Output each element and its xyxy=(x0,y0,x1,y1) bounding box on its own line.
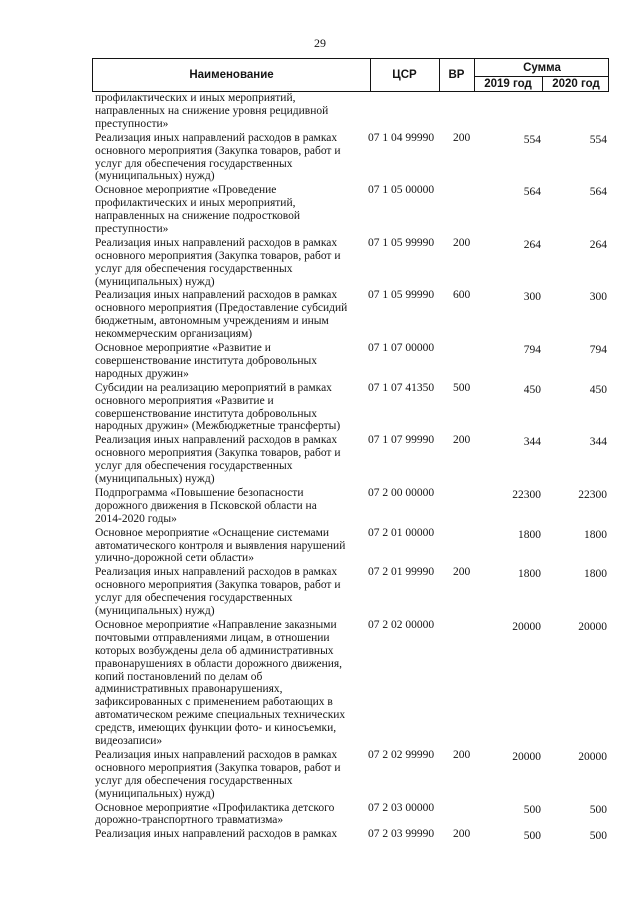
header-2020: 2020 год xyxy=(552,77,600,90)
row-vr: 200 xyxy=(453,236,471,249)
row-name-line: услуг для обеспечения государственных xyxy=(95,592,293,605)
row-name-line: копий постановлений по делам об xyxy=(95,670,263,683)
row-csr: 07 2 02 99990 xyxy=(368,748,435,761)
row-sum-2020: 20000 xyxy=(578,620,607,633)
row-name-line: основного мероприятия (Закупка товаров, работ и xyxy=(95,579,341,592)
header-sum: Сумма xyxy=(523,61,561,74)
row-name-line: Основное мероприятие «Оснащение системами xyxy=(95,526,330,539)
row-name-line: основного мероприятия «Развитие и xyxy=(95,394,274,407)
row-name-line: услуг для обеспечения государственных xyxy=(95,262,293,275)
row-sum-2020: 794 xyxy=(589,344,607,357)
row-sum-2020: 344 xyxy=(589,436,607,449)
row-sum-2019: 500 xyxy=(523,803,541,816)
table-row xyxy=(0,92,640,132)
header-name: Наименование xyxy=(189,69,274,81)
table-row xyxy=(0,342,640,382)
row-vr: 200 xyxy=(453,828,471,841)
row-name-line: основного мероприятия (Закупка товаров, работ и xyxy=(95,761,341,774)
row-name-line: услуг для обеспечения государственных xyxy=(95,157,293,170)
row-name-line: Основное мероприятие «Направление заказными xyxy=(95,618,337,631)
row-sum-2019: 1800 xyxy=(518,568,541,581)
row-csr: 07 2 01 99990 xyxy=(368,566,435,579)
row-name-line: которых возбуждены дела об административных xyxy=(95,644,334,657)
row-name-line: некоммерческим организациям) xyxy=(95,328,253,341)
row-sum-2020: 564 xyxy=(589,186,607,199)
row-name-line: почтовыми отправлениями лицам, в отношении xyxy=(95,631,330,644)
row-sum-2019: 554 xyxy=(523,133,541,146)
header-csr: ЦСР xyxy=(392,69,417,81)
row-name-line: преступности» xyxy=(95,117,169,130)
row-vr: 200 xyxy=(453,748,471,761)
row-name-line: 2014-2020 годы» xyxy=(95,512,177,525)
row-name-line: зафиксированных с применением работающих в xyxy=(95,696,333,709)
row-csr: 07 2 01 00000 xyxy=(368,526,435,539)
row-sum-2019: 22300 xyxy=(512,488,541,501)
row-name xyxy=(95,434,357,486)
row-name-line: основного мероприятия (Предоставление субсидий xyxy=(95,302,348,315)
row-name xyxy=(95,619,357,748)
row-name-line: основного мероприятия (Закупка товаров, работ и xyxy=(95,144,341,157)
row-name xyxy=(95,342,357,381)
row-sum-2019: 264 xyxy=(523,238,541,251)
row-name-line: правонарушениях в области дорожного движения, xyxy=(95,657,343,670)
row-sum-2020: 500 xyxy=(589,830,607,843)
row-name xyxy=(95,487,357,526)
row-name-line: (муниципальных) нужд) xyxy=(95,605,215,618)
table-row xyxy=(0,289,640,342)
row-name-line: Реализация иных направлений расходов в рамках xyxy=(95,434,338,447)
row-name-line: народных дружин» xyxy=(95,367,189,380)
row-vr: 200 xyxy=(453,434,471,447)
row-vr: 200 xyxy=(453,566,471,579)
row-name-line: автоматическом режиме специальных технических xyxy=(95,709,346,722)
row-name xyxy=(95,828,357,841)
table-row xyxy=(0,382,640,435)
row-sum-2019: 450 xyxy=(523,383,541,396)
row-sum-2019: 300 xyxy=(523,291,541,304)
row-csr: 07 2 02 00000 xyxy=(368,618,435,631)
row-sum-2019: 500 xyxy=(523,830,541,843)
row-sum-2019: 20000 xyxy=(512,750,541,763)
row-name xyxy=(95,132,357,184)
table-row xyxy=(0,527,640,567)
row-sum-2020: 554 xyxy=(589,133,607,146)
row-csr: 07 2 03 99990 xyxy=(368,828,435,841)
table-row xyxy=(0,802,640,829)
row-name-line: улично-дорожной сети области» xyxy=(95,552,254,565)
table-row xyxy=(0,619,640,749)
row-name-line: основного мероприятия (Закупка товаров, работ и xyxy=(95,249,341,262)
row-sum-2020: 264 xyxy=(589,238,607,251)
row-name xyxy=(95,566,357,618)
row-name xyxy=(95,382,357,434)
row-name-line: Реализация иных направлений расходов в рамках xyxy=(95,289,338,302)
table-row xyxy=(0,487,640,527)
row-name-line: Основное мероприятие «Профилактика детского xyxy=(95,801,335,814)
row-name-line: Подпрограмма «Повышение безопасности xyxy=(95,486,304,499)
row-sum-2020: 20000 xyxy=(578,750,607,763)
row-name-line: Субсидии на реализацию мероприятий в рамках xyxy=(95,381,332,394)
row-name-line: Реализация иных направлений расходов в рамках xyxy=(95,748,338,761)
row-name xyxy=(95,289,357,341)
row-name-line: (муниципальных) нужд) xyxy=(95,473,215,486)
row-name-line: направленных на снижение подростковой xyxy=(95,210,300,223)
row-name-line: дорожно-транспортного травматизма» xyxy=(95,814,284,827)
row-sum-2020: 300 xyxy=(589,291,607,304)
row-name-line: Реализация иных направлений расходов в рамках xyxy=(95,236,338,249)
row-vr: 500 xyxy=(453,381,471,394)
row-sum-2020: 1800 xyxy=(584,528,607,541)
row-vr: 200 xyxy=(453,131,471,144)
row-csr: 07 1 07 41350 xyxy=(368,381,435,394)
row-sum-2020: 22300 xyxy=(578,488,607,501)
table-row xyxy=(0,828,640,842)
row-name-line: народных дружин» (Межбюджетные трансферты) xyxy=(95,420,341,433)
row-sum-2019: 1800 xyxy=(518,528,541,541)
table-row xyxy=(0,434,640,487)
row-name-line: видеозаписи» xyxy=(95,735,163,748)
row-name-line: Основное мероприятие «Проведение xyxy=(95,184,277,197)
row-name-line: (муниципальных) нужд) xyxy=(95,275,215,288)
row-vr: 600 xyxy=(453,289,471,302)
row-name-line: услуг для обеспечения государственных xyxy=(95,774,293,787)
row-name-line: совершенствование института добровольных xyxy=(95,407,317,420)
row-name-line: (муниципальных) нужд) xyxy=(95,787,215,800)
row-name xyxy=(95,749,357,801)
row-csr: 07 1 04 99990 xyxy=(368,131,435,144)
row-name xyxy=(95,527,357,566)
table-row xyxy=(0,566,640,619)
row-sum-2019: 344 xyxy=(523,436,541,449)
row-csr: 07 1 05 99990 xyxy=(368,236,435,249)
row-name-line: Реализация иных направлений расходов в рамках xyxy=(95,828,338,841)
row-name-line: Реализация иных направлений расходов в рамках xyxy=(95,131,338,144)
table-row xyxy=(0,184,640,237)
row-sum-2019: 794 xyxy=(523,344,541,357)
row-name-line: совершенствование института добровольных xyxy=(95,354,317,367)
row-name-line: профилактических и иных мероприятий, xyxy=(95,92,296,104)
row-csr: 07 2 00 00000 xyxy=(368,486,435,499)
row-csr: 07 1 07 00000 xyxy=(368,342,435,355)
row-sum-2019: 20000 xyxy=(512,620,541,633)
row-name-line: преступности» xyxy=(95,223,169,235)
row-csr: 07 1 05 99990 xyxy=(368,289,435,302)
row-sum-2020: 500 xyxy=(589,803,607,816)
table-header xyxy=(92,58,609,92)
row-csr: 07 2 03 00000 xyxy=(368,801,435,814)
row-name-line: профилактических и иных мероприятий, xyxy=(95,197,296,210)
table-row xyxy=(0,132,640,185)
page-number: 29 xyxy=(314,36,326,50)
row-name-line: автоматического контроля и выявления нарушений xyxy=(95,539,346,552)
row-name xyxy=(95,802,357,828)
row-name-line: дорожного движения в Псковской области на xyxy=(95,499,317,512)
row-name-line: (муниципальных) нужд) xyxy=(95,170,215,183)
row-name xyxy=(95,184,357,236)
row-name-line: административных правонарушениях, xyxy=(95,683,283,696)
row-csr: 07 1 05 00000 xyxy=(368,184,435,197)
row-name-line: бюджетным, автономным учреждениям и иным xyxy=(95,315,329,328)
row-name xyxy=(95,92,357,131)
row-sum-2020: 1800 xyxy=(584,568,607,581)
row-csr: 07 1 07 99990 xyxy=(368,434,435,447)
row-sum-2020: 450 xyxy=(589,383,607,396)
header-vr: ВР xyxy=(448,69,465,81)
row-name-line: Основное мероприятие «Развитие и xyxy=(95,342,271,355)
row-name-line: основного мероприятия (Закупка товаров, работ и xyxy=(95,447,341,460)
table-row xyxy=(0,237,640,290)
table-body xyxy=(0,92,640,842)
row-name-line: направленных на снижение уровня рецидивной xyxy=(95,104,329,117)
row-name xyxy=(95,237,357,289)
row-sum-2019: 564 xyxy=(523,186,541,199)
row-name-line: Реализация иных направлений расходов в рамках xyxy=(95,566,338,579)
row-name-line: услуг для обеспечения государственных xyxy=(95,460,293,473)
row-name-line: средств, имеющих функции фото- и киносъемки, xyxy=(95,722,337,735)
table-row xyxy=(0,749,640,802)
header-2019: 2019 год xyxy=(484,77,532,90)
